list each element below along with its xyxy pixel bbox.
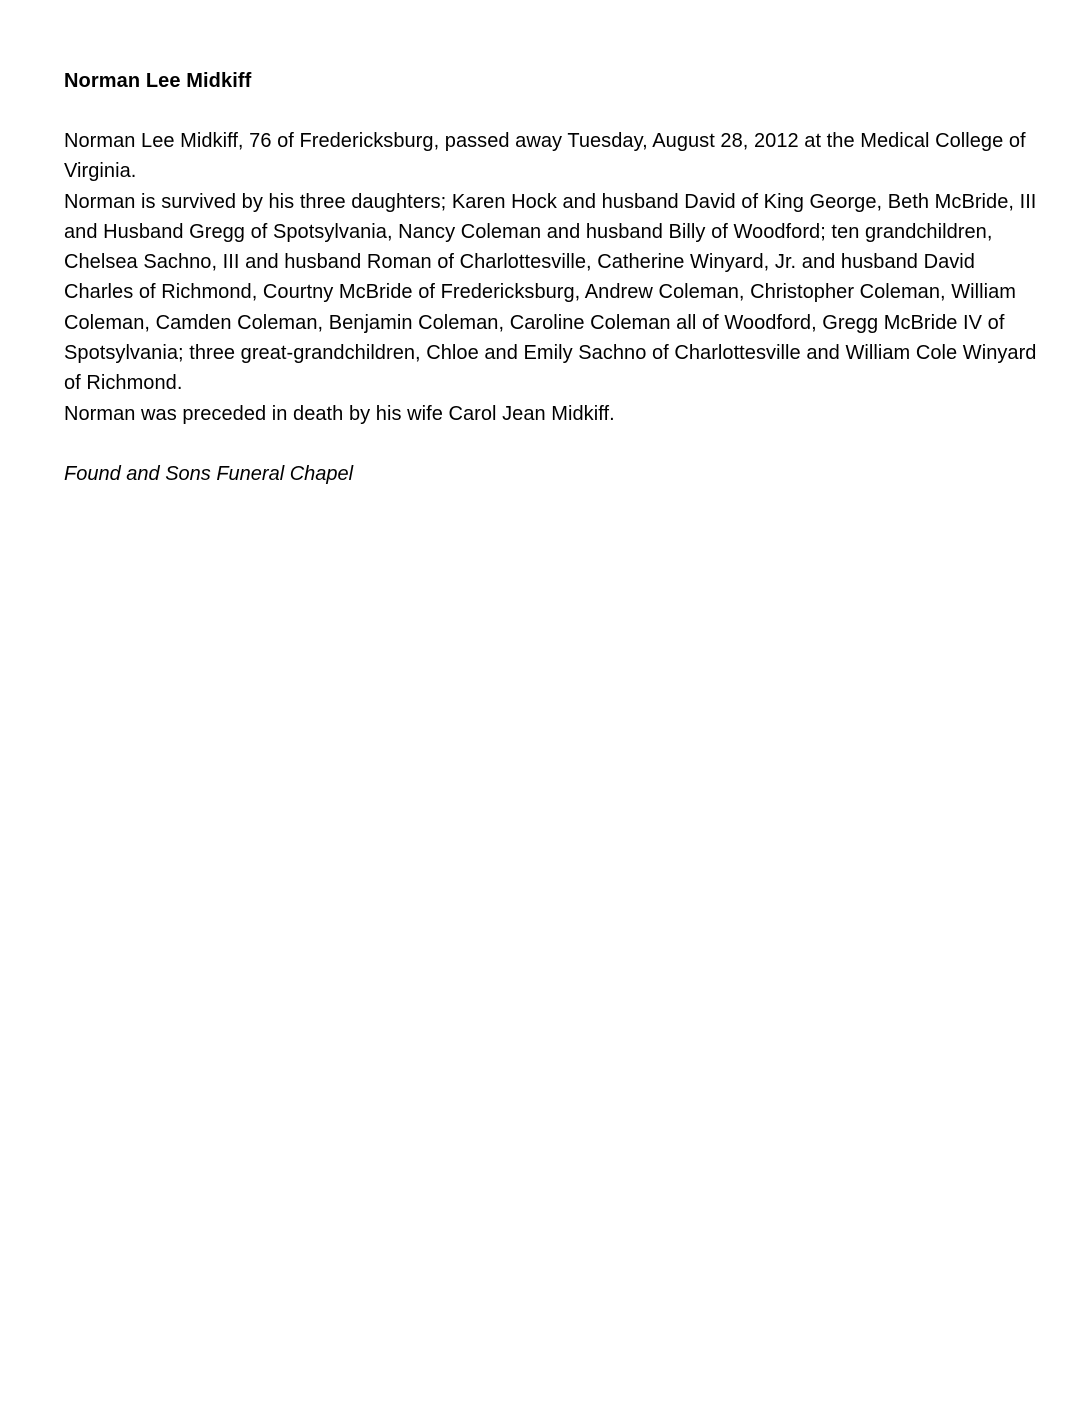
obituary-title: Norman Lee Midkiff	[64, 70, 252, 92]
funeral-home-signature: Found and Sons Funeral Chapel	[64, 462, 354, 485]
obituary-paragraph-death: Norman Lee Midkiff, 76 of Fredericksburg, passed away Tuesday, August 28, 2012 at the Medical College of Virginia.	[64, 130, 1026, 183]
obituary-paragraph-preceded: Norman was preceded in death by his wife Carol Jean Midkiff.	[64, 402, 615, 425]
obituary-content	[64, 66, 1044, 489]
obituary-paragraph-survivors: Norman is survived by his three daughters; Karen Hock and husband David of King George, Beth McBride, III and Husband Gregg of Spotsylvania, Nancy Coleman and husband Billy of Woodford; ten grandchildren, Chelsea Sachno, III and husband Roman of Charlottesville, Catherine Winyard, Jr. and husband David Charles of Richmond, Courtny McBride of Fredericksburg, Andrew Coleman, Christopher Coleman, William Coleman, Camden Coleman, Benjamin Coleman, Caroline Coleman all of Woodford, Gregg McBride IV of Spotsylvania; three great-grandchildren, Chloe and Emily Sachno of Charlottesville and William Cole Winyard of Richmond.	[64, 190, 1037, 395]
